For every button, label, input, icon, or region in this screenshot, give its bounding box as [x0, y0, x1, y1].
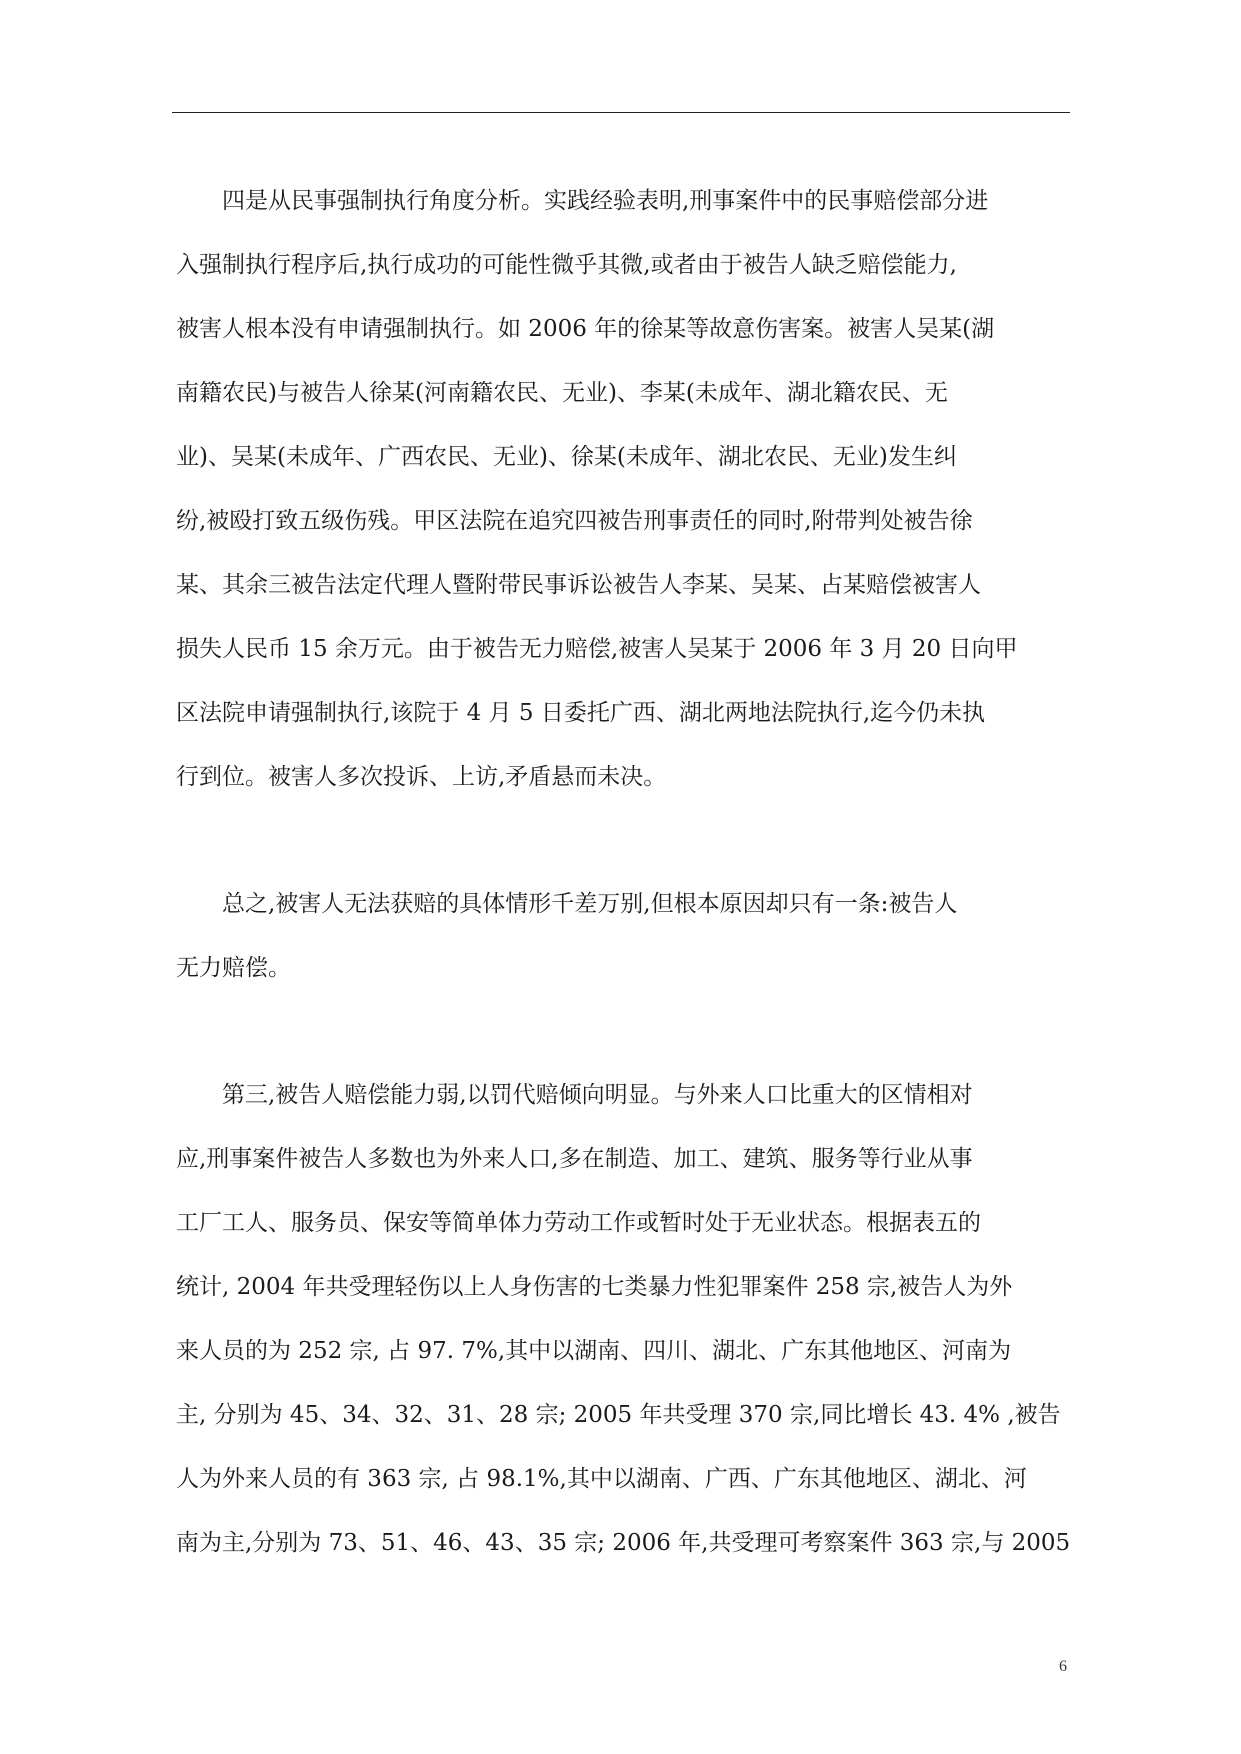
- text-line: 被害人根本没有申请强制执行。如 2006 年的徐某等故意伤害案。被害人吴某(湖: [176, 316, 995, 342]
- paragraph-spacer: [176, 825, 1076, 888]
- page-number: 6: [1059, 1658, 1067, 1675]
- text-line: 行到位。被害人多次投诉、上访,矛盾悬而未决。: [176, 764, 667, 790]
- paragraph-summary: [176, 888, 1076, 1016]
- text-line: 来人员的为 252 宗, 占 97. 7%,其中以湖南、四川、湖北、广东其他地区、河南为: [176, 1338, 1012, 1364]
- text-line: 人为外来人员的有 363 宗, 占 98.1%,其中以湖南、广西、广东其他地区、湖北、河: [176, 1466, 1027, 1492]
- text-line: 应,刑事案件被告人多数也为外来人口,多在制造、加工、建筑、服务等行业从事: [176, 1146, 973, 1172]
- paragraph-spacer: [176, 1016, 1076, 1079]
- text-line: 业)、吴某(未成年、广西农民、无业)、徐某(未成年、湖北农民、无业)发生纠: [176, 444, 957, 470]
- document-body: [176, 185, 1076, 1591]
- paragraph-civil-enforcement: [176, 185, 1076, 825]
- text-line: 主, 分别为 45、34、32、31、28 宗; 2005 年共受理 370 宗,同比增长 43. 4% ,被告: [176, 1402, 1061, 1428]
- text-line: 损失人民币 15 余万元。由于被告无力赔偿,被害人吴某于 2006 年 3 月 20 日向甲: [176, 636, 1018, 662]
- text-line: 区法院申请强制执行,该院于 4 月 5 日委托广西、湖北两地法院执行,迄今仍未执: [176, 700, 986, 726]
- text-line: 纷,被殴打致五级伤残。甲区法院在追究四被告刑事责任的同时,附带判处被告徐: [176, 508, 973, 534]
- paragraph-third-point: [176, 1079, 1076, 1591]
- text-line: 总之,被害人无法获赔的具体情形千差万别,但根本原因却只有一条:被告人: [176, 891, 958, 917]
- header-rule: [172, 112, 1070, 113]
- text-line: 南籍农民)与被告人徐某(河南籍农民、无业)、李某(未成年、湖北籍农民、无: [176, 380, 948, 406]
- text-line: 统计, 2004 年共受理轻伤以上人身伤害的七类暴力性犯罪案件 258 宗,被告人为外: [176, 1274, 1013, 1300]
- text-line: 南为主,分别为 73、51、46、43、35 宗; 2006 年,共受理可考察案件 363 宗,与 2005: [176, 1530, 1071, 1556]
- text-line: 第三,被告人赔偿能力弱,以罚代赔倾向明显。与外来人口比重大的区情相对: [176, 1082, 973, 1108]
- text-line: 入强制执行程序后,执行成功的可能性微乎其微,或者由于被告人缺乏赔偿能力,: [176, 252, 957, 278]
- text-line: 工厂工人、服务员、保安等简单体力劳动工作或暂时处于无业状态。根据表五的: [176, 1210, 981, 1236]
- text-line: 某、其余三被告法定代理人暨附带民事诉讼被告人李某、吴某、占某赔偿被害人: [176, 572, 981, 598]
- text-line: 四是从民事强制执行角度分析。实践经验表明,刑事案件中的民事赔偿部分进: [176, 188, 989, 214]
- text-line: 无力赔偿。: [176, 955, 291, 981]
